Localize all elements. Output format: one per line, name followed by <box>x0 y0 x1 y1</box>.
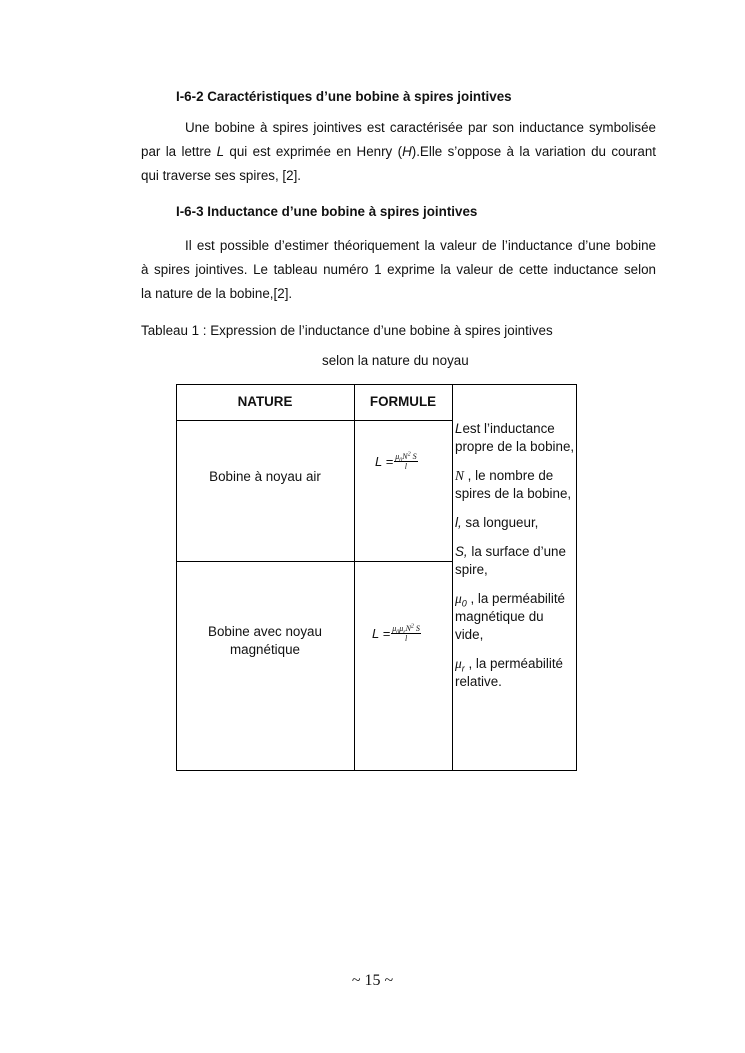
header-nature: NATURE <box>237 394 293 409</box>
paragraph-line: à spires jointives. Le tableau numéro 1 exprime la valeur de cette inductance selon <box>141 262 656 277</box>
paragraph-line: Il est possible d’estimer théoriquement la valeur de l’inductance d’une bobine <box>185 238 656 253</box>
formula-lhs: L = <box>375 454 394 469</box>
table-row-sep-2 <box>176 561 453 562</box>
header-formule: FORMULE <box>369 394 437 409</box>
table-border-left <box>176 384 177 771</box>
table-border-bottom <box>176 770 577 771</box>
table-col-sep-2 <box>452 384 453 771</box>
formula-lhs: L = <box>372 626 391 641</box>
legend-mur: $\mu_r$ , la perméabilité relative. <box>455 656 563 689</box>
page-number: ~ 15 ~ <box>351 972 394 989</box>
legend-l: l, sa longueur, <box>455 515 539 530</box>
table-caption-line2: selon la nature du noyau <box>322 353 469 368</box>
formula-fraction: $\frac{\mu_0N^2 S}{l}$ <box>395 451 417 471</box>
legend-S: S, la surface d’une spire, <box>455 544 566 577</box>
formula-fraction: $\frac{\mu_0\mu_rN^2 S}{l}$ <box>392 623 420 643</box>
legend-N: N , le nombre de spires de la bobine, <box>455 468 572 501</box>
paragraph-line: la nature de la bobine,[2]. <box>141 286 293 301</box>
table-border-right <box>576 384 577 771</box>
table-col-sep-1 <box>354 384 355 771</box>
legend-mu0: $\mu_0$ , la perméabilité magnétique du vide, <box>455 591 565 642</box>
legend-L: Lest l’inductance propre de la bobine, <box>455 421 575 454</box>
paragraph-line: qui traverse ses spires, [2]. <box>141 168 302 183</box>
legend-column <box>455 420 575 702</box>
row2-formula <box>372 624 421 643</box>
row1-formula <box>375 452 418 471</box>
table-caption: Tableau 1 : Expression de l’inductance d’une bobine à spires jointives <box>141 323 553 338</box>
paragraph-line: Une bobine à spires jointives est caractérisée par son inductance symbolisée <box>185 120 656 135</box>
table-row-sep-1 <box>176 420 453 421</box>
section-heading-inductance: I-6-3 Inductance d’une bobine à spires jointives <box>176 204 478 219</box>
row2-nature: Bobine avec noyau magnétique <box>208 624 322 657</box>
paragraph-line: par la lettre L qui est exprimée en Henry (H).Elle s’oppose à la variation du courant <box>141 144 656 159</box>
table-border-top <box>176 384 577 385</box>
section-heading-caracteristiques: I-6-2 Caractéristiques d’une bobine à spires jointives <box>176 89 512 104</box>
row1-nature: Bobine à noyau air <box>209 469 321 484</box>
